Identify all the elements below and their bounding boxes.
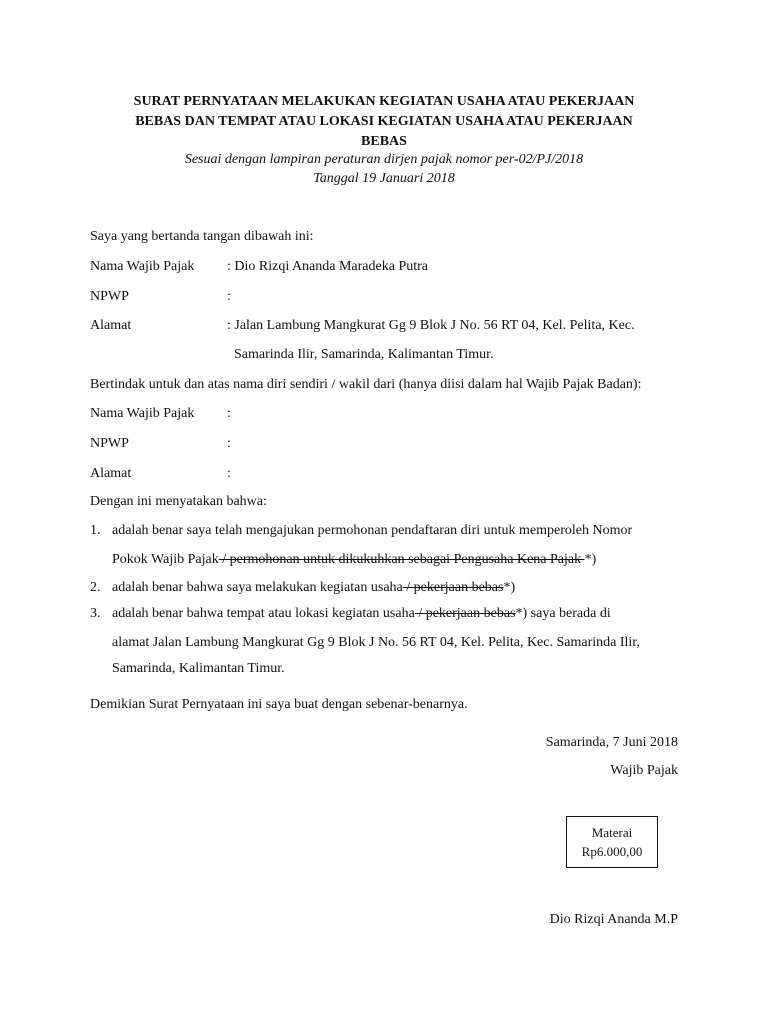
representation-text: Bertindak untuk dan atas nama diri sendiri / wakil dari (hanya diisi dalam hal Wajib Pajak Badan):	[90, 377, 642, 392]
item-1-line-1: adalah benar saya telah mengajukan permohonan pendaftaran diri untuk memperoleh Nomor	[112, 523, 633, 538]
item-3-text-tail: *) saya berada di	[515, 606, 611, 621]
item-2-line	[112, 580, 515, 596]
stamp-value: Rp6.000,00	[581, 844, 643, 859]
item-3-line-3: Samarinda, Kalimantan Timur.	[112, 661, 285, 676]
item-3-number: 3.	[90, 606, 101, 621]
signatory-name: Dio Rizqi Ananda M.P	[549, 912, 678, 927]
item-1-struck-text: / permohonan untuk dikukuhkan sebagai Pengusaha Kena Pajak	[218, 552, 585, 567]
intro-text: Saya yang bertanda tangan dibawah ini:	[90, 229, 314, 244]
item-1-text: Pokok Wajib Pajak	[112, 552, 219, 567]
entity-npwp-label: NPWP	[90, 436, 129, 451]
subtitle-date: Tanggal 19 Januari 2018	[313, 171, 455, 186]
declarant-address-line-1: : Jalan Lambung Mangkurat Gg 9 Blok J No. 56 RT 04, Kel. Pelita, Kec.	[227, 318, 635, 333]
entity-npwp-value: :	[227, 436, 231, 451]
item-3-line-1	[112, 606, 611, 622]
item-2-footnote-mark: *)	[503, 580, 516, 595]
stamp-box	[566, 816, 658, 868]
subtitle-regulation: Sesuai dengan lampiran peraturan dirjen pajak nomor per-02/PJ/2018	[184, 152, 584, 167]
declarant-address-line-2: Samarinda Ilir, Samarinda, Kalimantan Timur.	[234, 347, 494, 362]
item-1-footnote-mark: *)	[584, 552, 597, 567]
statement-intro: Dengan ini menyatakan bahwa:	[90, 494, 267, 509]
item-1-number: 1.	[90, 523, 101, 538]
title-line-3: BEBAS	[361, 134, 407, 149]
item-3-struck-text: / pekerjaan bebas	[414, 606, 516, 621]
entity-name-label: Nama Wajib Pajak	[90, 406, 195, 421]
item-2-struck-text: / pekerjaan bebas	[402, 580, 504, 595]
entity-address-value: :	[227, 466, 231, 481]
item-3-line-2: alamat Jalan Lambung Mangkurat Gg 9 Blok J No. 56 RT 04, Kel. Pelita, Kec. Samarinda Ilir,	[112, 635, 640, 650]
declarant-address-label: Alamat	[90, 318, 132, 333]
item-2-text: adalah benar bahwa saya melakukan kegiatan usaha	[112, 580, 403, 595]
declarant-npwp-label: NPWP	[90, 289, 129, 304]
entity-address-label: Alamat	[90, 466, 132, 481]
title-line-2: BEBAS DAN TEMPAT ATAU LOKASI KEGIATAN USAHA ATAU PEKERJAAN	[135, 114, 633, 129]
item-1-line-2	[112, 552, 596, 568]
declarant-name-label: Nama Wajib Pajak	[90, 259, 195, 274]
declarant-npwp-value: :	[227, 289, 231, 304]
title-line-1: SURAT PERNYATAAN MELAKUKAN KEGIATAN USAHA ATAU PEKERJAAN	[133, 94, 635, 109]
place-date: Samarinda, 7 Juni 2018	[545, 735, 678, 750]
entity-name-value: :	[227, 406, 231, 421]
item-3-text: adalah benar bahwa tempat atau lokasi kegiatan usaha	[112, 606, 415, 621]
signatory-role: Wajib Pajak	[610, 763, 678, 778]
item-2-number: 2.	[90, 580, 101, 595]
stamp-label: Materai	[591, 825, 633, 840]
declarant-name-value: : Dio Rizqi Ananda Maradeka Putra	[227, 259, 429, 274]
closing-statement: Demikian Surat Pernyataan ini saya buat dengan sebenar-benarnya.	[90, 697, 468, 712]
